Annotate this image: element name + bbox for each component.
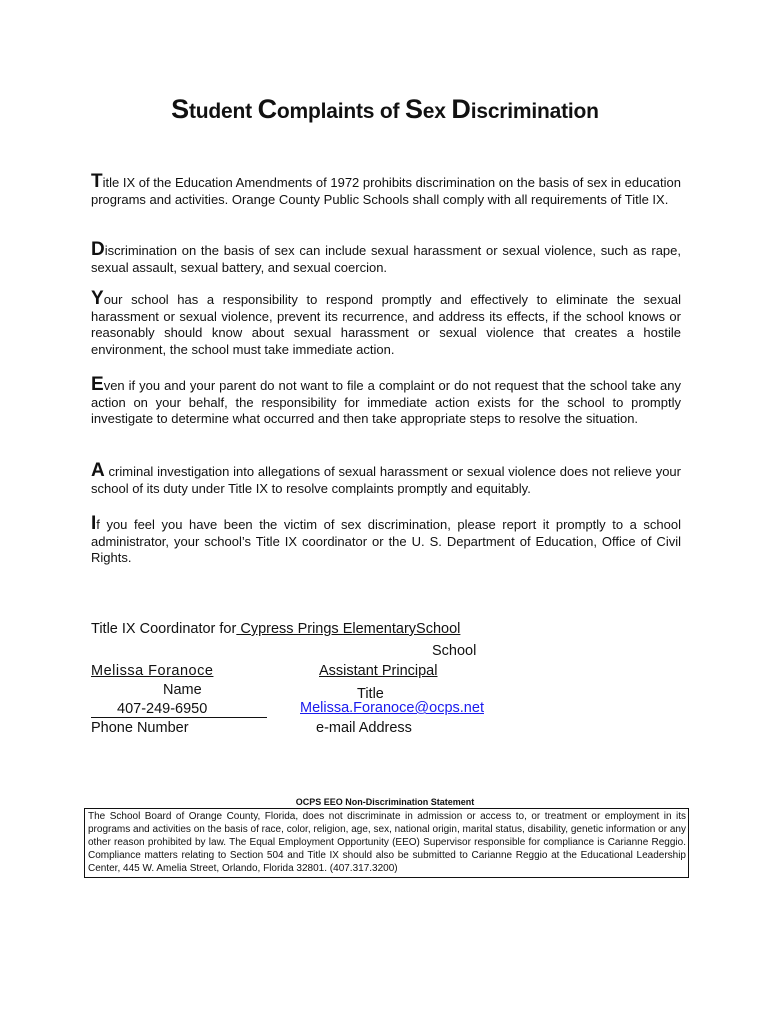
eeo-statement-text: The School Board of Orange County, Florida, does not discriminate in admission or access to, or treatment or employment in its programs and activities on the basis of race, color, religion, age, sex, national origin, marital status, disability, genetic information or any other reason prohibited by law. The Equal Employment Opportunity (EEO) Supervisor responsible for compliance is Carianne Reggio. Compliance matters relating to Section 504 and Title IX should also be submitted to Carianne Reggio at the Educational Leadership Center, 445 W. Amelia Street, Orlando, Florida 32801. (407.317.3200)	[88, 811, 686, 874]
paragraph-report	[91, 513, 681, 567]
coordinator-phone: 407-249-6950	[117, 701, 208, 717]
paragraph-drop-cap: T	[91, 171, 103, 192]
name-label: Name	[163, 682, 202, 698]
phone-underline	[91, 717, 267, 718]
paragraph-criminal-investigation	[91, 460, 681, 497]
title-text: ex	[422, 100, 446, 123]
paragraph-drop-cap: E	[91, 374, 104, 395]
paragraph-drop-cap: I	[91, 513, 97, 534]
paragraph-text: itle IX of the Education Amendments of 1972 prohibits discrimination on the basis of sex in education programs and activities. Orange County Public Schools shall comply with all requirements of Title IX.	[91, 175, 681, 207]
coordinator-label: Title IX Coordinator for	[91, 621, 237, 637]
school-label: School	[432, 643, 477, 659]
email-label: e-mail Address	[316, 720, 412, 736]
title-cap: D	[451, 94, 471, 124]
title-cap: S	[171, 94, 189, 124]
paragraph-discrimination	[91, 239, 681, 276]
title-cap: S	[404, 94, 423, 124]
paragraph-text: f you feel you have been the victim of sex discrimination, please report it promptly to a school administrator, your school’s Title IX coordinator or the U. S. Department of Education, Office of Civil Rights.	[91, 517, 681, 566]
paragraph-text: our school has a responsibility to respond promptly and effectively to eliminate the sexual harassment or sexual violence, prevent its recurrence, and address its effects, if the school knows or reasonably should know about sexual harassment or sexual violence that creates a hostile environment, the school must take immediate action.	[91, 292, 681, 357]
title-label: Title	[357, 686, 384, 702]
paragraph-school-responsibility	[91, 288, 681, 358]
title-text: omplaints of	[276, 100, 400, 123]
coordinator-name: Melissa Foranoce	[91, 663, 214, 679]
eeo-statement-box	[84, 808, 689, 878]
paragraph-drop-cap: D	[91, 239, 105, 260]
paragraph-title-ix	[91, 171, 681, 208]
paragraph-drop-cap: A	[91, 460, 105, 481]
title-cap: C	[257, 94, 277, 124]
coordinator-line	[91, 621, 460, 637]
paragraph-text: ven if you and your parent do not want to file a complaint or do not request that the school take any action on your behalf, the responsibility for immediate action exists for the school to promptly investigate to determine what occurred and then take appropriate steps to resolve the situation.	[91, 378, 681, 427]
eeo-heading: OCPS EEO Non-Discrimination Statement	[295, 797, 475, 807]
paragraph-text: criminal investigation into allegations of sexual harassment or sexual violence does not relieve your school of its duty under Title IX to resolve complaints promptly and equitably.	[91, 464, 681, 496]
document-title	[60, 94, 710, 125]
coordinator-email-link[interactable]: Melissa.Foranoce@ocps.net	[300, 700, 484, 716]
paragraph-drop-cap: Y	[91, 288, 104, 309]
coordinator-title: Assistant Principal	[319, 663, 438, 679]
paragraph-text: iscrimination on the basis of sex can include sexual harassment or sexual violence, such as rape, sexual assault, sexual battery, and sexual coercion.	[91, 243, 681, 275]
title-text: iscrimination	[470, 100, 599, 123]
paragraph-immediate-action	[91, 374, 681, 428]
phone-label: Phone Number	[91, 720, 189, 736]
school-name: Cypress Prings ElementarySchool	[236, 621, 461, 637]
title-text: tudent	[188, 100, 252, 123]
